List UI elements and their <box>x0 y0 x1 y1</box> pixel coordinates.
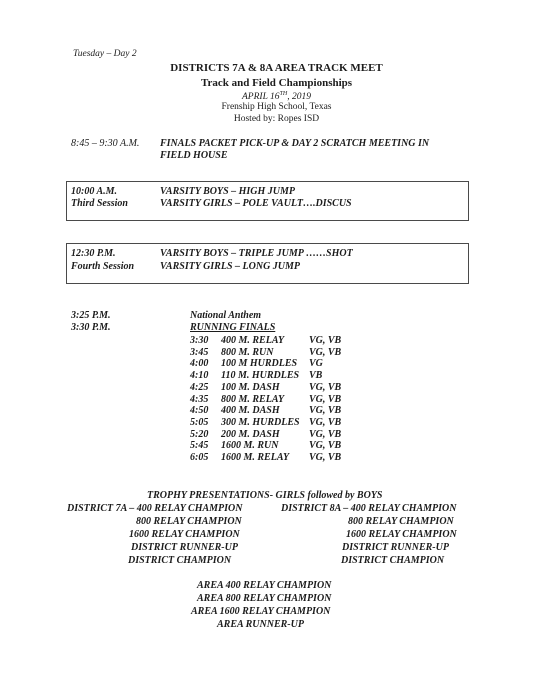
packet-line-1: FINALS PACKET PICK-UP & DAY 2 SCRATCH MEETING IN <box>160 138 430 149</box>
meet-subtitle: Track and Field Championships <box>200 77 353 89</box>
third-session-label: Third Session <box>71 198 128 209</box>
final-event-name: 200 M. DASH <box>221 428 280 440</box>
finals-time: 3:30 P.M. <box>71 322 111 333</box>
final-event-name: 800 M. RUN <box>221 346 274 358</box>
final-event-divisions: VG, VB <box>309 393 342 405</box>
final-event-divisions: VG, VB <box>309 405 342 417</box>
third-session-event-2: VARSITY GIRLS – POLE VAULT….DISCUS <box>160 198 352 209</box>
district7a-line: DISTRICT 7A – 400 RELAY CHAMPION <box>67 503 243 514</box>
final-event-name: 800 M. RELAY <box>221 393 285 405</box>
date-year: , 2019 <box>287 92 311 103</box>
final-event-divisions: VG, VB <box>309 452 342 463</box>
third-session-event-1: VARSITY BOYS – HIGH JUMP <box>160 186 296 197</box>
district7a-line: DISTRICT RUNNER-UP <box>131 542 238 553</box>
anthem-time: 3:25 P.M. <box>71 310 111 321</box>
meet-title: DISTRICTS 7A & 8A AREA TRACK MEET <box>170 62 383 74</box>
final-event-time: 6:05 <box>190 452 209 463</box>
final-event-divisions: VG, VB <box>309 440 342 452</box>
third-session-time: 10:00 A.M. <box>71 186 118 197</box>
final-event-name: 400 M. DASH <box>221 405 280 417</box>
venue: Frenship High School, Texas <box>221 102 332 112</box>
final-event-time: 3:45 <box>190 346 209 358</box>
trophy-heading: TROPHY PRESENTATIONS- GIRLS followed by BOYS <box>147 490 383 501</box>
final-event-time: 4:00 <box>190 358 209 370</box>
final-event-time: 5:45 <box>190 440 209 452</box>
final-event-divisions: VG, VB <box>309 381 342 393</box>
district8a-line: DISTRICT RUNNER-UP <box>342 542 449 553</box>
final-event-divisions: VG, VB <box>309 416 342 428</box>
final-event-name: 100 M HURDLES <box>221 358 298 370</box>
fourth-session-time: 12:30 P.M. <box>71 248 116 259</box>
running-finals-heading: RUNNING FINALS <box>190 322 276 333</box>
host: Hosted by: Ropes ISD <box>233 114 320 124</box>
final-event-divisions: VG, VB <box>309 335 342 346</box>
final-event-name: 110 M. HURDLES <box>221 370 300 382</box>
packet-time: 8:45 – 9:30 A.M. <box>71 138 140 149</box>
final-event-divisions: VG, VB <box>309 428 342 440</box>
area-line: AREA 400 RELAY CHAMPION <box>197 580 332 591</box>
district8a-line: 1600 RELAY CHAMPION <box>346 529 457 540</box>
meet-date <box>6 91 541 102</box>
national-anthem: National Anthem <box>190 310 262 321</box>
final-event-name: 1600 M. RUN <box>221 440 279 452</box>
district7a-line: 800 RELAY CHAMPION <box>136 516 242 527</box>
final-event-name: 1600 M. RELAY <box>221 452 290 463</box>
final-event-name: 100 M. DASH <box>221 381 280 393</box>
area-line: AREA 800 RELAY CHAMPION <box>197 593 332 604</box>
final-event-divisions: VB <box>309 370 323 382</box>
district8a-line: 800 RELAY CHAMPION <box>348 516 454 527</box>
final-event-divisions: VG, VB <box>309 346 342 358</box>
district7a-line: DISTRICT CHAMPION <box>128 555 232 566</box>
final-event-time: 5:20 <box>190 428 209 440</box>
final-event-time: 4:35 <box>190 393 209 405</box>
area-line: AREA 1600 RELAY CHAMPION <box>191 606 331 617</box>
final-event-divisions: VG <box>309 358 323 370</box>
final-event-name: 400 M. RELAY <box>221 335 285 346</box>
final-event-time: 4:25 <box>190 381 209 393</box>
area-line: AREA RUNNER-UP <box>217 619 304 630</box>
final-event-time: 4:50 <box>190 405 209 417</box>
district7a-line: 1600 RELAY CHAMPION <box>129 529 240 540</box>
final-event-time: 4:10 <box>190 370 209 382</box>
date-main: APRIL 16 <box>242 92 280 103</box>
final-event-time: 3:30 <box>190 335 209 346</box>
fourth-session-event-1: VARSITY BOYS – TRIPLE JUMP ……SHOT <box>160 248 353 259</box>
district8a-line: DISTRICT CHAMPION <box>341 555 445 566</box>
date-suffix: TH <box>279 91 288 97</box>
final-event-time: 5:05 <box>190 416 209 428</box>
fourth-session-event-2: VARSITY GIRLS – LONG JUMP <box>160 261 301 272</box>
fourth-session-label: Fourth Session <box>71 261 135 272</box>
district8a-line: DISTRICT 8A – 400 RELAY CHAMPION <box>281 503 457 514</box>
day-label: Tuesday – Day 2 <box>73 49 137 59</box>
packet-line-2: FIELD HOUSE <box>160 150 228 161</box>
final-event-name: 300 M. HURDLES <box>221 416 300 428</box>
